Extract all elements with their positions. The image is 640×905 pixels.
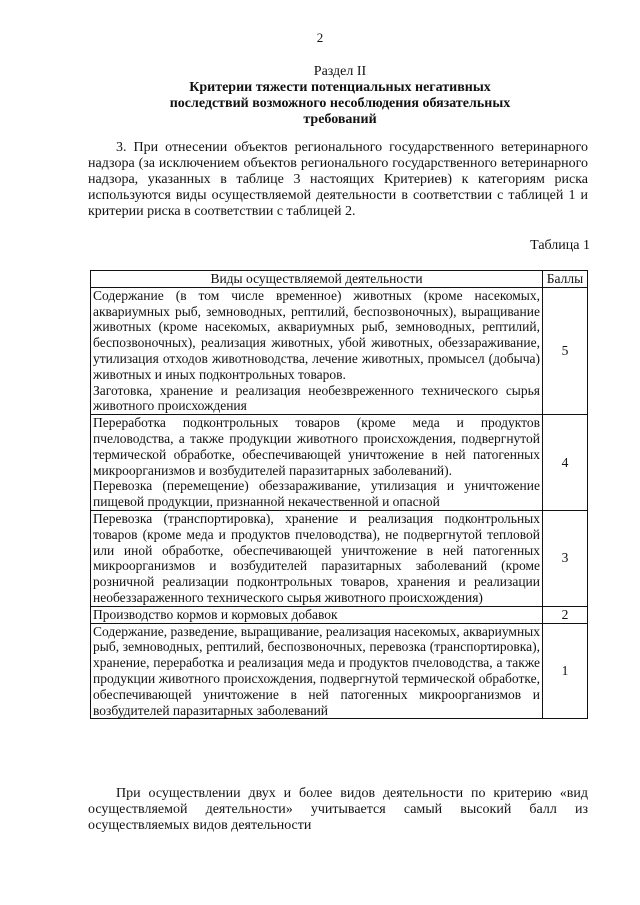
table-row	[91, 510, 588, 606]
points-cell: 5	[543, 287, 588, 414]
activity-cell	[91, 510, 543, 606]
points-cell: 4	[543, 415, 588, 511]
activity-points-table	[90, 270, 588, 719]
header-activities: Виды осуществляемой деятельности	[91, 271, 543, 288]
section-title: Раздел II	[313, 64, 367, 79]
intro-paragraph: 3. При отнесении объектов регионального государственного ветеринарного надзора (за исключением объектов регионального государственного ветеринарного надзора, указанных в таблице 3 настоящих Критериев) к категориям риска используются виды осуществляемой деятельности в соответствии с таблицей 1 и критерии риска в соответствии с таблицей 2.	[88, 140, 588, 219]
activity-text: Перевозка (транспортировка), хранение и реализация подконтрольных товаров (кроме меда и продуктов пчеловодства), не подвергнутой тепловой или иной обработке, обеспечивающей уничтожение в ней патогенных микроорганизмов и возбудителей паразитарных заболеваний (кроме розничной реализации подконтрольных товаров, хранения и реализации необеззараженного технического сырья животного происхождения)	[93, 510, 540, 605]
table-row	[91, 606, 588, 623]
points-cell: 2	[543, 606, 588, 623]
points-cell: 3	[543, 510, 588, 606]
activity-cell	[91, 606, 543, 623]
activity-text: Заготовка, хранение и реализация необезвреженного технического сырья животного происхождения	[93, 382, 540, 414]
activity-text: Переработка подконтрольных товаров (кроме меда и продуктов пчеловодства, а также продукции животного происхождения, подвергнутой термической обработке, обеспечивающей уничтожение в ней патогенных микроорганизмов и возбудителей паразитарных заболеваний).	[93, 415, 540, 478]
activity-text: Содержание (в том числе временное) животных (кроме насекомых, аквариумных рыб, земноводных, рептилий, беспозвоночных), выращивание животных (кроме насекомых, аквариумных рыб, земноводных, рептилий, беспозвоночных), реализация животных, убой животных, обеззараживание, утилизация отходов животноводства, лечение животных, промысел (добыча) животных и иных подконтрольных товаров.	[93, 287, 540, 382]
section-heading-line: требований	[303, 112, 377, 127]
page-number: 2	[316, 30, 324, 45]
header-points: Баллы	[543, 271, 588, 288]
table-row	[91, 623, 588, 719]
section-heading-line: Критерии тяжести потенциальных негативных	[189, 80, 491, 95]
section-heading-line: последствий возможного несоблюдения обязательных	[169, 96, 511, 111]
activity-text: Производство кормов и кормовых добавок	[93, 606, 338, 622]
table-caption: Таблица 1	[530, 238, 590, 253]
activity-cell	[91, 287, 543, 414]
section-heading	[0, 80, 640, 128]
activity-text: Перевозка (перемещение) обеззараживание, утилизация и уничтожение пищевой продукции, признанной некачественной и опасной	[93, 478, 540, 510]
table-row	[91, 287, 588, 414]
table-note: При осуществлении двух и более видов деятельности по критерию «вид осуществляемой деятельности» учитывается самый высокий балл из осуществляемых видов деятельности	[88, 786, 588, 833]
activity-cell	[91, 415, 543, 511]
table-row	[91, 415, 588, 511]
activity-text: Содержание, разведение, выращивание, реализация насекомых, аквариумных рыб, земноводных, рептилий, беспозвоночных, перевозка (транспортировка), хранение, переработка и реализация меда и продуктов пчеловодства, а также продукции животного происхождения, подвергнутой термической обработке, обеспечивающей уничтожение в ней патогенных микроорганизмов и возбудителей паразитарных заболеваний	[93, 623, 540, 718]
activity-cell	[91, 623, 543, 719]
table-header-row	[91, 271, 588, 288]
points-cell: 1	[543, 623, 588, 719]
